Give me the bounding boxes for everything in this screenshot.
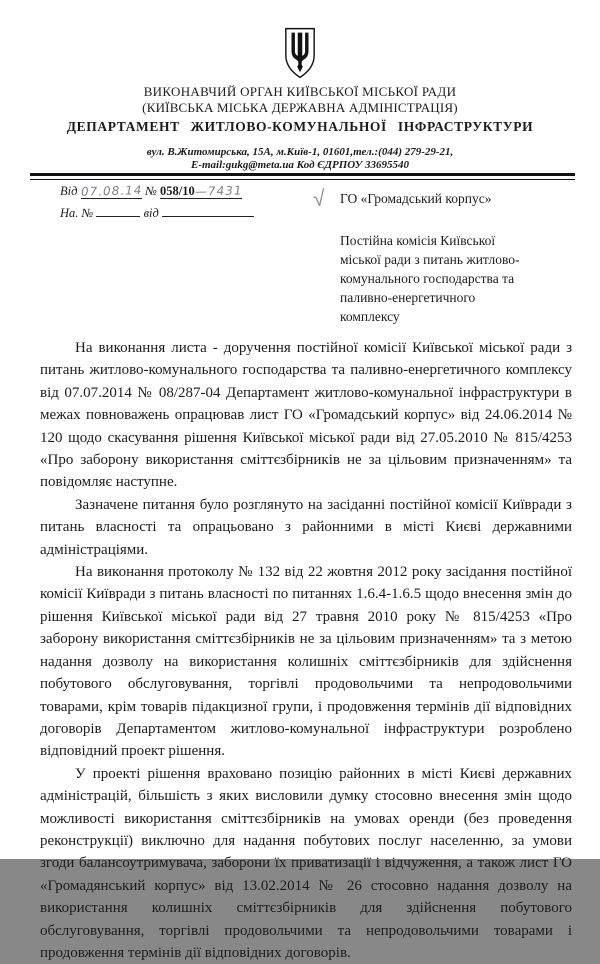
addressee-commission: Постійна комісія Київської міської ради з питань житлово- комунального господарства та паливно-енергетичного комплексу <box>340 233 520 324</box>
body-paragraph-3: На виконання протоколу № 132 від 22 жовтня 2012 року засідання постійної комісії Київради з питань власності по питаннях 1.6.4-1.6.5 щодо внесення змін до рішення Київської міської ради від 27 травня 2010 року № 815/4253 «Про заборону використання сміттєзбірників не за цільовим призначенням» та з метою надання дозволу на використання колишніх сміттєзбірників для здійснення побутового обслуговування, торгівлі продовольчими та непродовольчими товарами, крім товарів підакцизної групи, і продовження термінів дії відповідних договорів Департаментом житлово-комунальної інфраструктури розроблено відповідний проект рішення. <box>40 564 572 760</box>
org-name-line2: (КИЇВСЬКА МІСЬКА ДЕРЖАВНА АДМІНІСТРАЦІЯ) <box>142 100 458 115</box>
ref-from-label: Від <box>60 184 78 198</box>
ref-reply-date-blank <box>162 203 254 217</box>
ref-date-field <box>81 185 142 199</box>
letter-body <box>40 337 572 964</box>
ref-number-label: № <box>145 184 157 198</box>
ref-number-handwritten: —7431 <box>194 183 243 199</box>
letterhead-divider <box>30 173 575 180</box>
body-paragraph-4: У проекті рішення враховано позицію районних в місті Києві державних адміністрацій, більшість з яких висловили думку стосовно внесення змін щодо можливості використання сміттєзбірників на умовах оренди (без проведення реконструкції) виключно для надання побутових послуг населенню, за умови згоди балансоутримувача, заборони їх приватизації і відчуження, а також лист ГО «Громадянський корпус» від 13.02.2014 № 26 стосовно надання дозволу на використання колишніх сміттєзбірників для здійснення побутового обслуговування, торгівлі продовольчими та непродовольчими товарами і продовження термінів дії відповідних договорів. <box>40 765 572 961</box>
ref-row-incoming <box>60 203 254 221</box>
ref-number-typed: 058/10 <box>160 184 195 198</box>
org-name-line1: ВИКОНАВЧИЙ ОРГАН КИЇВСЬКОЇ МІСЬКОЇ РАДИ <box>143 84 457 99</box>
ref-reply-from-label: від <box>143 206 159 220</box>
addressee-organization: ГО «Громадський корпус» <box>340 191 492 206</box>
ref-date-handwritten: 07.08.14 <box>80 183 143 199</box>
ukraine-trident-emblem-icon <box>283 26 317 80</box>
ref-reply-number-label: На. № <box>60 206 94 220</box>
address-line2: E-mail:gukg@meta.ua Код ЄДРПОУ 33695540 <box>190 159 410 171</box>
body-paragraph-1: На виконання листа - доручення постійної комісії Київської міської ради з питань житлово-комунального господарства та паливно-енергетичного комплексу від 07.07.2014 № 08/287-04 Департамент житлово-комунальної інфраструктури в межах повноважень опрацював лист ГО «Громадський корпус» від 24.06.2014 № 120 щодо скасування рішення Київської міської ради від 27.05.2010 № 815/4253 «Про заборону використання сміттєзбірників не за цільовим призначенням» та повідомляє наступне. <box>40 340 572 491</box>
ref-row-outgoing <box>60 184 254 199</box>
handwritten-checkmark: √ <box>312 186 326 213</box>
ref-number-field <box>160 185 242 199</box>
address-line1: вул. В.Житомирська, 15А, м.Київ-1, 01601,тел.:(044) 279-29-21, <box>146 146 454 158</box>
body-paragraph-2: Зазначене питання було розглянуто на засіданні постійної комісії Київради з питань власності та опрацьовано з районними в місті Києві державними адміністраціями. <box>40 496 572 558</box>
department-title: ДЕПАРТАМЕНТ ЖИТЛОВО-КОМУНАЛЬНОЇ ІНФРАСТРУКТУРИ <box>66 119 534 134</box>
ref-reply-number-blank <box>96 203 140 217</box>
reference-block <box>60 184 254 221</box>
